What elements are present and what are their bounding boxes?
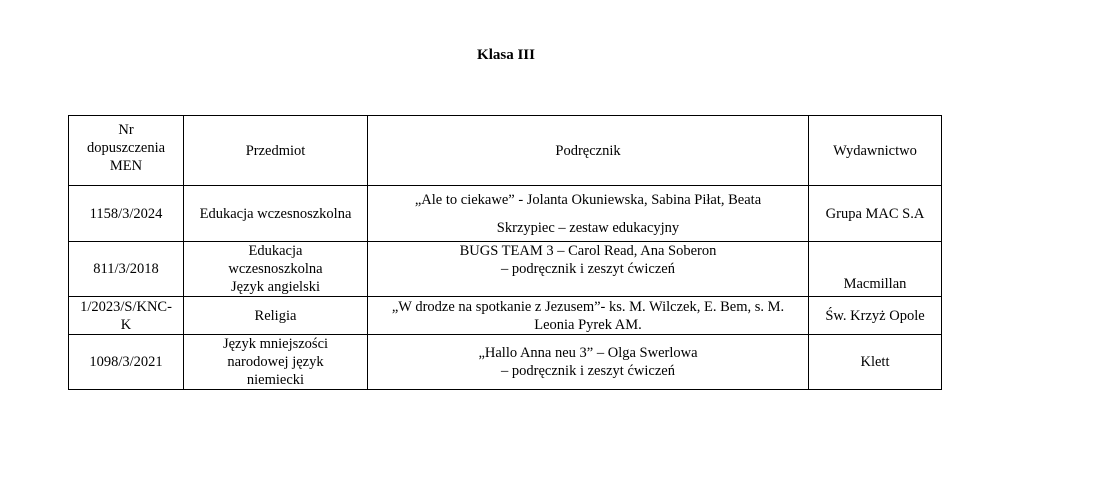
nr-cell: 1098/3/2021 xyxy=(69,335,184,390)
nr-line1: 1/2023/S/KNC- xyxy=(80,298,172,315)
nr-line2: K xyxy=(120,316,132,333)
textbook-line2: Leonia Pyrek AM. xyxy=(534,316,642,333)
page-title: Klasa III xyxy=(477,47,535,63)
table-row xyxy=(69,335,942,390)
textbook-line2: – podręcznik i zeszyt ćwiczeń xyxy=(501,261,675,277)
table-header-row xyxy=(69,116,942,186)
publisher-cell: Grupa MAC S.A xyxy=(809,186,942,242)
publisher-cell: Św. Krzyż Opole xyxy=(809,297,942,335)
subject-line2: narodowej język xyxy=(227,354,324,370)
textbook-cell xyxy=(368,297,809,335)
publisher-cell: Klett xyxy=(809,335,942,390)
header-publisher-cell: Wydawnictwo xyxy=(809,116,942,186)
table-row xyxy=(69,242,942,297)
nr-cell: 1158/3/2024 xyxy=(69,186,184,242)
subject-cell xyxy=(184,335,368,390)
textbook-cell xyxy=(368,186,809,242)
header-subject-cell: Przedmiot xyxy=(184,116,368,186)
subject-cell: Religia xyxy=(184,297,368,335)
subject-line3: Język angielski xyxy=(231,279,320,295)
textbook-line1: „Hallo Anna neu 3” – Olga Swerlowa xyxy=(478,345,698,361)
header-nr-cell xyxy=(69,116,184,186)
nr-cell xyxy=(69,297,184,335)
table-row xyxy=(69,297,942,335)
subject-cell xyxy=(184,242,368,297)
subject-line1: Edukacja xyxy=(248,243,303,259)
nr-cell: 811/3/2018 xyxy=(69,242,184,297)
textbook-table xyxy=(68,115,942,390)
textbook-cell xyxy=(368,242,809,297)
textbook-line2: – podręcznik i zeszyt ćwiczeń xyxy=(501,363,675,379)
header-nr-line3: MEN xyxy=(109,157,143,174)
subject-line1: Język mniejszości xyxy=(222,336,329,352)
subject-line2: wczesnoszkolna xyxy=(228,261,323,277)
header-nr-line2: dopuszczenia xyxy=(86,139,166,156)
subject-line3: niemiecki xyxy=(246,372,305,388)
header-nr-line1: Nr xyxy=(118,121,134,138)
textbook-line1: „W drodze na spotkanie z Jezusem”- ks. M. Wilczek, E. Bem, s. M. xyxy=(391,298,785,315)
textbook-line2: Skrzypiec – zestaw edukacyjny xyxy=(496,219,680,236)
header-textbook-cell: Podręcznik xyxy=(368,116,809,186)
table-row xyxy=(69,186,942,242)
textbook-line1: „Ale to ciekawe” - Jolanta Okuniewska, Sabina Piłat, Beata xyxy=(414,191,762,208)
textbook-cell xyxy=(368,335,809,390)
textbook-line1: BUGS TEAM 3 – Carol Read, Ana Soberon xyxy=(459,243,717,259)
subject-cell: Edukacja wczesnoszkolna xyxy=(184,186,368,242)
publisher-cell: Macmillan xyxy=(809,242,942,297)
